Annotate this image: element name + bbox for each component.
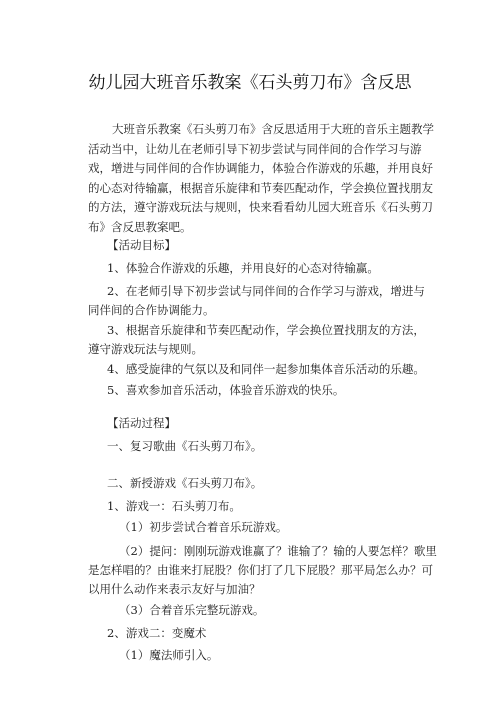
game-item: 2、游戏二：变魔术 (107, 626, 207, 640)
goal-item: 1、体验合作游戏的乐趣，并用良好的心态对待输赢。 (107, 261, 379, 275)
process-heading: 【活动过程】 (107, 416, 176, 430)
intro-paragraph (88, 120, 436, 237)
goal-item: 4、感受旋律的气氛以及和同伴一起参加集体音乐活动的乐趣。 (107, 362, 425, 376)
goal-item: 2、在老师引导下初步尝试与同伴间的合作学习与游戏，增进与同伴间的合作协调能力。 (88, 284, 425, 317)
game-subitem: （1）初步尝试合着音乐玩游戏。 (119, 520, 288, 534)
intro-text: 大班音乐教案《石头剪刀布》含反思适用于大班的音乐主题教学活动当中，让幼儿在老师引导下初步尝试与同伴间的合作学习与游戏，增进与同伴间的合作协调能力，体验合作游戏的乐趣，并用良好的心态对待输赢，根据音乐旋律和节奏匹配动作，学会换位置找朋友的方法，遵守游戏玩法与规则，快来看看幼儿园大班音乐《石头剪刀布》含反思教案吧。 (88, 122, 434, 234)
step-item: 一、复习歌曲《石头剪刀布》。 (107, 439, 263, 453)
goal-item: 5、喜欢参加音乐活动，体验音乐游戏的快乐。 (107, 383, 345, 397)
game-subitem: （3）合着音乐完整玩游戏。 (119, 603, 265, 617)
page-title: 幼儿园大班音乐教案《石头剪刀布》含反思 (88, 73, 412, 93)
game-item: 1、游戏一：石头剪刀布。 (107, 499, 241, 513)
goals-heading: 【活动目标】 (107, 238, 176, 252)
goal-item: 3、根据音乐旋律和节奏匹配动作，学会换位置找朋友的方法，遵守游戏玩法与规则。 (88, 323, 425, 356)
game-subitem: （1）魔法师引入。 (119, 648, 219, 662)
step-item: 二、新授游戏《石头剪刀布》。 (107, 476, 263, 490)
game-subitem: （2）提问：刚刚玩游戏谁赢了？谁输了？输的人要怎样？歌里是怎样唱的？由谁来打屁股？你们打了几下屁股？那平局怎么办？可以用什么动作来表示友好与加油？ (88, 544, 437, 596)
